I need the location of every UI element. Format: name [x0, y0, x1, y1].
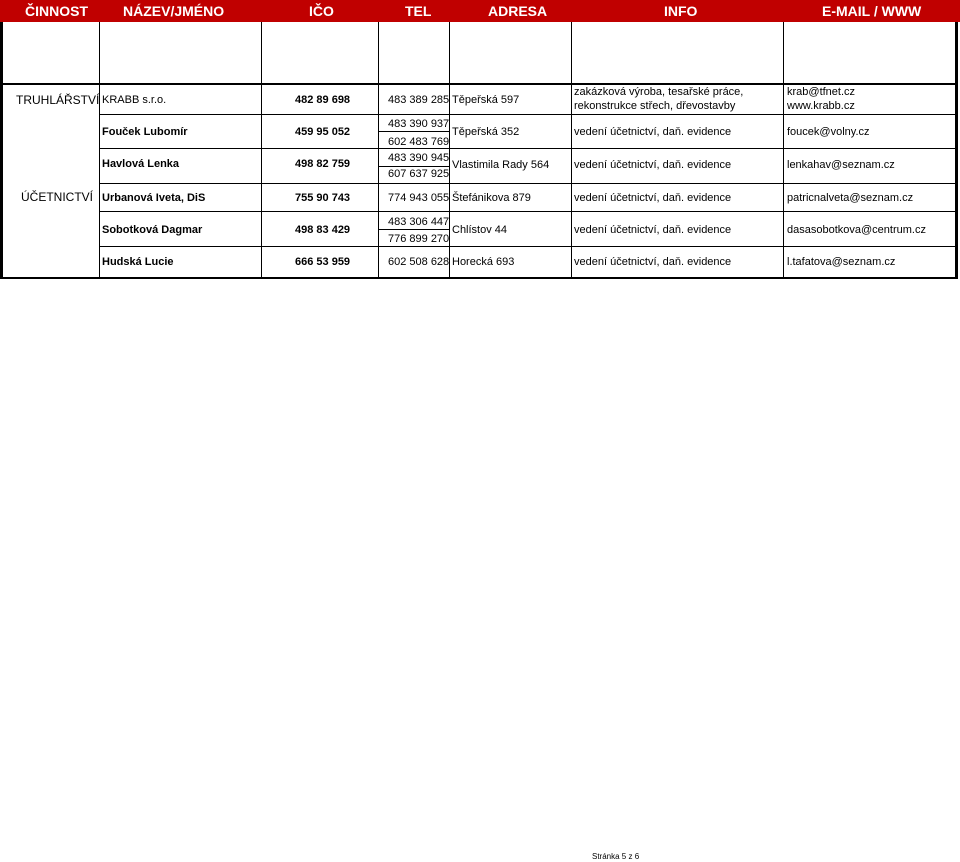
- tel-cell: 602 483 769: [388, 136, 450, 148]
- col-divider: [571, 22, 572, 278]
- col-divider: [783, 22, 784, 278]
- tel-cell: 774 943 055: [388, 192, 450, 204]
- email-link[interactable]: lenkahav@seznam.cz: [787, 159, 895, 171]
- name-cell: Hudská Lucie: [102, 256, 174, 268]
- address-cell: Štefánikova 879: [452, 192, 531, 204]
- table-border-bottom: [0, 277, 958, 279]
- address-cell: Vlastimila Rady 564: [452, 159, 550, 171]
- cell-divider: [378, 229, 449, 230]
- row-divider: [3, 83, 955, 85]
- header-info: INFO: [664, 3, 698, 19]
- page-footer: Stránka 5 z 6: [592, 852, 640, 861]
- tel-cell: 602 508 628: [388, 256, 450, 268]
- category-truhlarstvi: TRUHLÁŘSTVÍ: [16, 93, 100, 107]
- table-border-left: [0, 22, 3, 279]
- ico-cell: 482 89 698: [295, 94, 351, 106]
- address-cell: Horecká 693: [452, 256, 515, 268]
- row-divider: [99, 148, 955, 149]
- name-cell: Sobotková Dagmar: [102, 224, 203, 236]
- tel-cell: 483 389 285: [388, 94, 450, 106]
- col-divider: [261, 22, 262, 278]
- info-cell-line1: zakázková výroba, tesařské práce,: [574, 86, 744, 98]
- email-link[interactable]: foucek@volny.cz: [787, 126, 870, 138]
- tel-cell: 483 306 447: [388, 216, 450, 228]
- ico-cell: 755 90 743: [295, 192, 351, 204]
- info-cell-line2: rekonstrukce střech, dřevostavby: [574, 100, 736, 112]
- info-cell: vedení účetnictví, daň. evidence: [574, 256, 732, 268]
- cell-divider: [378, 131, 449, 132]
- info-cell: vedení účetnictví, daň. evidence: [574, 192, 732, 204]
- info-cell: vedení účetnictví, daň. evidence: [574, 159, 732, 171]
- email-link[interactable]: patricnalveta@seznam.cz: [787, 192, 914, 204]
- tel-cell: 607 637 925: [388, 168, 450, 180]
- cell-divider: [378, 166, 449, 167]
- name-cell: Havlová Lenka: [102, 158, 180, 170]
- ico-cell: 498 83 429: [295, 224, 351, 236]
- col-divider: [99, 22, 100, 278]
- name-cell: Urbanová Iveta, DiS: [102, 192, 206, 204]
- web-link[interactable]: www.krabb.cz: [787, 100, 855, 112]
- row-divider: [99, 183, 955, 184]
- header-email: E-MAIL / WWW: [822, 3, 922, 19]
- email-link[interactable]: dasasobotkova@centrum.cz: [787, 224, 926, 236]
- tel-cell: 483 390 945: [388, 152, 450, 164]
- tel-cell: 776 899 270: [388, 233, 450, 245]
- address-cell: Těpeřská 352: [452, 126, 520, 138]
- header-cinnost: ČINNOST: [25, 3, 88, 19]
- table-header: [0, 0, 960, 22]
- table-border-right: [955, 22, 958, 279]
- directory-table: [0, 22, 958, 279]
- header-ico: IČO: [309, 3, 334, 19]
- header-tel: TEL: [405, 3, 432, 19]
- header-nazev: NÁZEV/JMÉNO: [123, 3, 225, 19]
- tel-cell: 483 390 937: [388, 118, 450, 130]
- ico-cell: 666 53 959: [295, 256, 351, 268]
- ico-cell: 459 95 052: [295, 126, 351, 138]
- ico-cell: 498 82 759: [295, 158, 351, 170]
- col-divider: [378, 22, 379, 278]
- category-ucetnictvi: ÚČETNICTVÍ: [21, 190, 93, 204]
- address-cell: Těpeřská 597: [452, 94, 520, 106]
- email-link[interactable]: l.tafatova@seznam.cz: [787, 256, 896, 268]
- info-cell: vedení účetnictví, daň. evidence: [574, 224, 732, 236]
- address-cell: Chlístov 44: [452, 224, 508, 236]
- info-cell: vedení účetnictví, daň. evidence: [574, 126, 732, 138]
- header-adresa: ADRESA: [488, 3, 548, 19]
- row-divider: [99, 114, 955, 115]
- name-cell: KRABB s.r.o.: [102, 94, 167, 106]
- row-divider: [99, 211, 955, 212]
- name-cell: Fouček Lubomír: [102, 126, 188, 138]
- row-divider: [99, 246, 955, 247]
- email-link[interactable]: krab@tfnet.cz: [787, 86, 856, 98]
